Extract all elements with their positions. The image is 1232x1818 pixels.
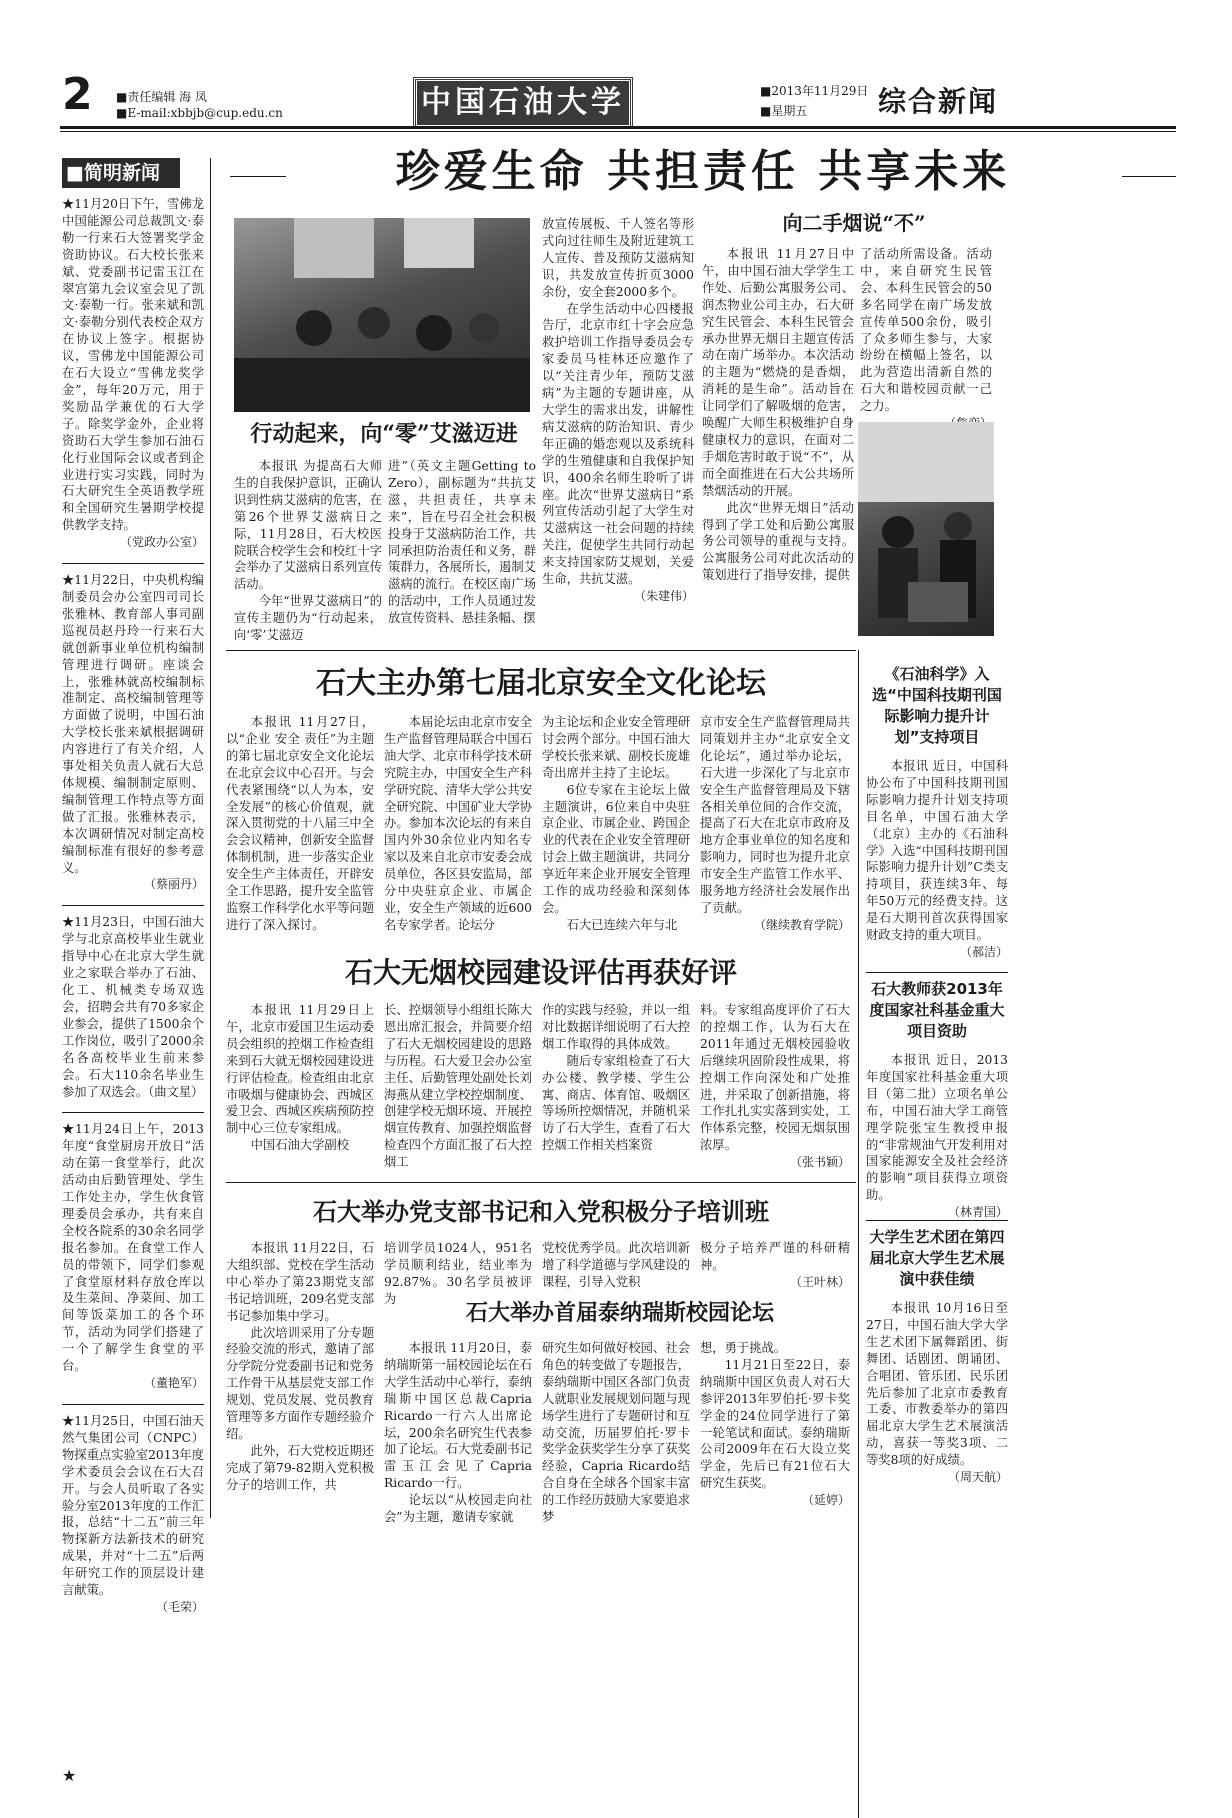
- party-sig: （王叶林）: [789, 1274, 850, 1289]
- forum-text: 本报讯 11月27日，以“企业 安全 责任”为主题的第七届北京安全文化论坛在北京会议中心召开。与会代表紧围绕“以人为本，安全发展”的核心价值观，就深入贯彻党的十八届三中全会会议精神，创新安全监督体制机制，进一步落实企业安全生产主体责任，开辟安全工作思路，提升安全监管监察工作科学化水平等问题进行了深入探讨。: [226, 715, 374, 932]
- aids-col-2: [388, 458, 536, 627]
- brief-sig: （蔡丽丹）: [143, 877, 204, 892]
- brief-sig: （董艳军）: [143, 1376, 204, 1390]
- fund-title: 石大教师获2013年度国家社科基金重大项目资助: [869, 980, 1005, 1040]
- turner-text: 11月21日至22日，泰纳瑞斯中国区负责人对石大参评2013年罗伯托·罗卡奖学金的24位同学进行了第一轮笔试和面试。泰纳瑞斯公司2009年在石大设立奖学金，先后已有21位石大研究生获奖。: [700, 1357, 850, 1491]
- brief-text: ★11月24日上午，2013年度“食堂厨房开放日”活动在第一食堂举行，此次活动由后勤管理处、学生工作处主办，学生伙食管理委员会承办，共有来自全校各院系的30余名同学报名参加。在食堂工作人员的带领下，同学们参观了食堂原材料存放仓库以及生菜间、净菜间、加工间等饭菜加工的各个环节，活动为同学们搭建了一个了解学生食堂的平台。: [62, 1122, 204, 1374]
- email-line: ■E-mail:xbbjb@cup.edu.cn: [116, 106, 283, 120]
- smoke-col-1: [702, 246, 854, 584]
- aids-text: 放宣传展板、千人签名等形式向过往师生及附近建筑工人宣传、普及预防艾滋病知识，共发放宣传折页3000余份，安全套2000多个。: [542, 217, 694, 299]
- nosmoke-col-1: [226, 1002, 374, 1154]
- nosmoke-text: 本报讯 11月29日上午，北京市爱国卫生运动委员会组织的控烟工作检查组来到石大就无烟校园建设进行评估检查。检查组由北京市吸烟与健康协会、西城区爱卫会、西城区疾病预防控制中心三位专家组成。: [226, 1003, 374, 1136]
- banner-line-right: [1122, 176, 1176, 177]
- nosmoke-text: 中国石油大学副校: [250, 1138, 349, 1153]
- forum-col-1: [226, 714, 374, 934]
- turner-sig: （延婷）: [801, 1493, 850, 1508]
- brief-sig: （党政办公室）: [119, 535, 204, 550]
- page-number: 2: [62, 69, 93, 120]
- mid-rule: [226, 1182, 856, 1183]
- aids-text: 在学生活动中心四楼报告厅，北京市红十字会应急救护培训工作指导委员会专家委员马桂林还应邀作了以“关注青少年，预防艾滋病”为主题的专题讲座，从大学生的需求出发，讲解性病艾滋病的防治知识、青少年正确的婚恋观以及系统科学的生殖健康和自我保护知识，400余名师生聆听了讲座。此次“世界艾滋病日”系列宣传活动引起了大学生对艾滋病这一社会问题的持续关注，促使学生共同行动起来支持国家防艾规划，关爱生命，共抗艾滋。: [542, 301, 694, 587]
- art-story: [866, 1220, 1008, 1486]
- smoke-text: 此次“世界无烟日”活动得到了学工处和后勤公寓服务公司领导的重视与支持。公寓服务公司对此次活动的策划进行了指导安排，提供: [702, 500, 854, 583]
- aids-title: 行动起来，向“零”艾滋迈进: [250, 421, 518, 447]
- brief-text: ★11月23日，中国石油大学与北京高校毕业生就业指导中心在北京大学生就业之家联合举办了石油、化工、机械类专场双选会，招聘会共有70多家企业参会，提供了1500余个工作岗位，吸引了2000余名各高校毕业生前来参会。石大110余名毕业生参加了双选会。（曲文星）: [62, 915, 204, 1099]
- turner-text: 想，勇于挑战。: [700, 1341, 787, 1355]
- crowd-icon: [234, 218, 530, 412]
- turner-col-1: [384, 1340, 532, 1526]
- banner-headline: 珍爱生命 共担责任 共享未来: [395, 146, 1011, 197]
- art-title: 大学生艺术团在第四届北京大学生艺术展演中获佳绩: [869, 1228, 1005, 1288]
- nosmoke-text: 料。专家组高度评价了石大的控烟工作，认为石大在2011年通过无烟校园验收后继续巩固阶段性成果，将控烟工作向深处和广处推进，并采取了创新措施，将工作扎扎实实落到实处，工作体系完整，校园无烟氛围浓厚。: [700, 1003, 850, 1153]
- nosmoke-col-3: [542, 1002, 690, 1154]
- masthead: [414, 78, 632, 128]
- brief-item: [62, 1404, 204, 1616]
- party-title: 石大举办党支部书记和入党积极分子培训班: [313, 1197, 769, 1226]
- fund-text: 本报讯 近日，2013年度国家社科基金重大项目（第二批）立项名单公布，中国石油大学工商管理学院张宝生教授申报的“非常规油气开发利用对国家能源安全及社会经济的影响”项目获得立项资助。: [866, 1053, 1008, 1203]
- turner-text: 本报讯 11月20日，泰纳瑞斯第一届校园论坛在石大学生活动中心举行，泰纳瑞斯中国区总裁Capria Ricardo一行六人出席论坛，200余名研究生代表参加了论坛。石大党委副书记雷玉江会见了Capria Ricardo一行。: [384, 1341, 532, 1491]
- journal-text: 本报讯 近日，中国科协公布了中国科技期刊国际影响力提升计划支持项目名单，中国石油大学（北京）主办的《石油科学》入选“中国科技期刊国际影响力提升计划”C类支持项目，获连续3年、每年50万元的经费支持。这是石大期刊首次获得国家财政支持的重大项目。: [866, 759, 1008, 943]
- turner-col-3: [700, 1340, 850, 1509]
- party-text: 本报讯 11月22日，石大组织部、党校在学生活动中心举办了第23期党支部书记培训班，209名党支部书记参加集中学习。: [226, 1241, 374, 1323]
- nosmoke-title: 石大无烟校园建设评估再获好评: [344, 956, 737, 989]
- party-col-4: [700, 1240, 850, 1291]
- section-title: 综合新闻: [878, 85, 999, 118]
- banner-line-left: [230, 176, 286, 177]
- nosmoke-col-2: [384, 1002, 532, 1171]
- art-text: 本报讯 10月16日至27日，中国石油大学大学生艺术团下属舞蹈团、街舞团、话剧团、朗诵团、合唱团、管乐团、民乐团先后参加了北京市委教育工委、市教委举办的第四届北京大学生艺术展演活动，喜获一等奖3项、二等奖8项的好成绩。: [866, 1301, 1008, 1468]
- masthead-text: 中国石油大学: [421, 85, 625, 120]
- party-text: 党校优秀学员。此次培训新增了科学道德与学风建设的课程，引导入党积: [542, 1241, 690, 1289]
- brief-text: ★11月22日，中央机构编制委员会办公室四司司长张雅林、教育部人事司副巡视员赵丹玲一行来石大就创新事业单位机构编制管理进行调研。座谈会上，张雅林就高校编制标准制定、高校编制管理等方面做了说明，中国石油大学校长张来斌根据调研内容进行了有关介绍，人事处相关负责人就石大总体规模、编制制定原则、编制管理工作特点等方面做了汇报。张雅林表示，本次调研情况对制定高校编制标准有很好的参考意义。: [62, 573, 204, 875]
- header-rule: [60, 126, 1176, 129]
- smoke-text: 本报讯 11月27日中午，由中国石油大学学生工作处、后勤公寓服务公司、润杰物业公司主办，石大研究生民管会、本科生民管会承办世界无烟日主题宣传活动在南广场举办。本次活动的主题为“燃烧的是香烟，消耗的是生命”。活动旨在让同学们了解吸烟的危害，唤醒广大师生积极维护自身健康权力的意识，在面对二手烟危害时敢于说“不”，从而全面推进在石大公共场所禁烟活动的开展。: [702, 247, 854, 498]
- turner-text: 论坛以“从校园走向社会”为主题，邀请专家就: [384, 1493, 532, 1525]
- brief-news-list: [62, 196, 204, 1616]
- party-col-1: [226, 1240, 374, 1494]
- forum-sig: （继续教育学院）: [753, 917, 850, 932]
- brief-item: [62, 563, 204, 893]
- aids-col-1: [234, 458, 382, 644]
- brief-item: [62, 905, 204, 1100]
- editor-line: ■责任编辑 海 凤: [116, 90, 207, 104]
- party-text: 极分子培养严谨的科研精神。: [700, 1241, 850, 1272]
- forum-text: 6位专家在主论坛上做主题演讲，6位来自中央驻京企业、市属企业、跨国企业的代表在企业安全管理研讨会上做主题演讲，共同分享近年来企业开展安全管理工作的成功经验和深刻体会。: [542, 782, 690, 915]
- smoke-text: 了活动所需设备。活动中，来自研究生民管会、本科生民管会的50多名同学在南广场发放宣传单500余份，吸引了众多师生参与，大家纷纷在横幅上签名，以此为营造出清新自然的石大和谐校园贡献一己之力。: [860, 247, 992, 414]
- forum-col-4: [700, 714, 850, 934]
- party-text: 此次培训采用了分专题经验交流的形式，邀请了部分学院分党委副书记和党务工作骨干从基层党支部工作规划、党员发展、党员教育管理等多方面作专题经验介绍。: [226, 1325, 374, 1441]
- brief-item: [62, 1112, 204, 1392]
- brief-text: ★11月20日下午，雪佛龙中国能源公司总裁凯文·泰勒一行来石大签署奖学金资助协议。石大校长张来斌、党委副书记雷玉江在翠宫第九会议室会见了凯文·泰勒一行。张来斌和凯文·泰勒分别代表校企双方在协议上签字。根据协议，雪佛龙中国能源公司在石大设立“雪佛龙奖学金”，每年20万元，用于奖励品学兼优的石大学子。除奖学金外，企业将资助石大学生参加石油石化行业国际会议或者到企业进行实习实践，同时为石大研究生全英语教学班和全国研究生暑期学校提供教学支持。: [62, 197, 204, 533]
- forum-col-2: [384, 714, 532, 934]
- brief-divider: [210, 158, 211, 1518]
- brief-sig: （毛荣）: [155, 1599, 204, 1614]
- smoke-title: 向二手烟说“不”: [782, 211, 926, 235]
- brief-item: [62, 196, 204, 551]
- party-text: 培训学员1024人，951名学员顺利结业，结业率为92.87%。30名学员被评为: [384, 1241, 532, 1306]
- brief-text: ★11月25日，中国石油天然气集团公司（CNPC）物探重点实验室2013年度学术委员会会议在石大召开。与会人员听取了各实验分室2013年度的工作汇报，总结“十二五”前三年物探新方法新技术的研究成果，并对“十二五”后两年研究工作的顶层设计建言献策。: [62, 1414, 204, 1598]
- nosmoke-sig: （张书颖）: [789, 1155, 850, 1170]
- top-section-bottom-rule: [226, 650, 856, 651]
- forum-title: 石大主办第七届北京安全文化论坛: [316, 666, 766, 701]
- right-col-rule: [858, 650, 859, 1818]
- date-line: ■2013年11月29日: [760, 84, 869, 98]
- party-text: 此外，石大党校近期还完成了第79-82期入党积极分子的培训工作，共: [226, 1443, 374, 1492]
- weekday-line: ■星期五: [760, 104, 808, 118]
- nosmoke-text: 长、控烟领导小组组长陈大恩出席汇报会，并简要介绍了石大无烟校园建设的思路与历程。石大爱卫会办公室主任、后勤管理处副处长刘海燕从建立学校控烟制度、创建学校无烟环境、开展控烟宣传教育、加强控烟监督检查四个方面汇报了石大控烟工: [384, 1003, 532, 1170]
- smoke-col-2: [860, 246, 992, 432]
- journal-title: 《石油科学》入选“中国科技期刊国际影响力提升计划”支持项目: [872, 665, 1002, 746]
- turner-title: 石大举办首届泰纳瑞斯校园论坛: [465, 1300, 774, 1326]
- journal-sig: （郝洁）: [959, 944, 1008, 959]
- journal-story: [866, 664, 1008, 961]
- footer-star: ★: [62, 1766, 77, 1785]
- party-col-3: [542, 1240, 690, 1291]
- smoke-photo: [858, 422, 994, 636]
- forum-text: 本届论坛由北京市安全生产监督管理局联合中国石油大学、北京市科学技术研究院主办，中国安全生产科学研究院、清华大学公共安全研究院、中国矿业大学协办。参加本次论坛的有来自国内外30余位业内知名专家以及来自北京市安委会成员单位，各区县安监局，部分中央驻京企业、市属企业，安全生产领域的近600名专家学者。论坛分: [384, 715, 532, 932]
- nosmoke-col-4: [700, 1002, 850, 1171]
- fund-story: [866, 972, 1008, 1221]
- nosmoke-text: 作的实践与经验，并以一组对比数据详细说明了石大控烟工作取得的具体成效。: [542, 1003, 690, 1051]
- forum-text: 石大已连续六年与北: [566, 917, 678, 932]
- brief-news-title: ■简明新闻: [62, 158, 180, 188]
- aids-photo: [234, 218, 530, 412]
- turner-text: 研究生如何做好校园、社会角色的转变做了专题报告，泰纳瑞斯中国区各部门负责人就职业发展规划问题与现场学生进行了专题研讨和互动交流，历届罗伯托·罗卡奖学金获奖学生分享了获奖经验，Capria Ricardo结合自身在全球各个国家丰富的工作经历鼓励大家要追求梦: [542, 1341, 690, 1525]
- aids-sig: （朱建伟）: [633, 588, 694, 603]
- aids-text: 今年“世界艾滋病日”的宣传主题仍为“行动起来，向‘零’艾滋迈: [234, 594, 382, 643]
- forum-col-3: [542, 714, 690, 934]
- header-rule-thin: [60, 131, 1176, 132]
- art-sig: （周天航）: [947, 1470, 1008, 1485]
- nosmoke-text: 随后专家组检查了石大办公楼、教学楼、学生公寓、商店、体育馆、吸烟区等场所控烟情况，并随机采访了石大学生，查看了石大控烟工作相关档案资: [542, 1053, 690, 1153]
- aids-text: 进”（英文主题Getting to Zero），副标题为“共抗艾滋，共担责任，共享未来”，旨在号召全社会积极投身于艾滋病防治工作，共同承担防治责任和义务，群策群力，各展所长，遏制艾滋病的流行。在校区南广场的活动中，工作人员通过发放宣传资料、悬挂条幅、摆: [388, 459, 536, 626]
- fund-sig: （林青国）: [947, 1205, 1008, 1220]
- forum-text: 为主论坛和企业安全管理研讨会两个部分。中国石油大学校长张来斌、副校长庞雄奇出席并主持了主论坛。: [542, 715, 690, 780]
- aids-text: 本报讯 为提高石大师生的自我保护意识，正确认识到性病艾滋病的危害，在第26个世界艾滋病日之际，11月28日，石大校医院联合校学生会和校红十字会举办了艾滋病日系列宣传活动。: [234, 459, 382, 592]
- aids-col-3: [542, 216, 694, 605]
- volunteers-icon: [858, 422, 994, 636]
- turner-col-2: [542, 1340, 690, 1526]
- forum-text: 京市安全生产监督管理局共同策划并主办“北京安全文化论坛”，通过举办论坛，石大进一步深化了与北京市安全生产监督管理局及下辖各相关单位间的合作交流，提高了石大在北京市政府及地方企事业单位的知名度和影响力，同时也为提升北京市安全生产监管工作水平、服务地方经济社会发展作出了贡献。: [700, 715, 850, 915]
